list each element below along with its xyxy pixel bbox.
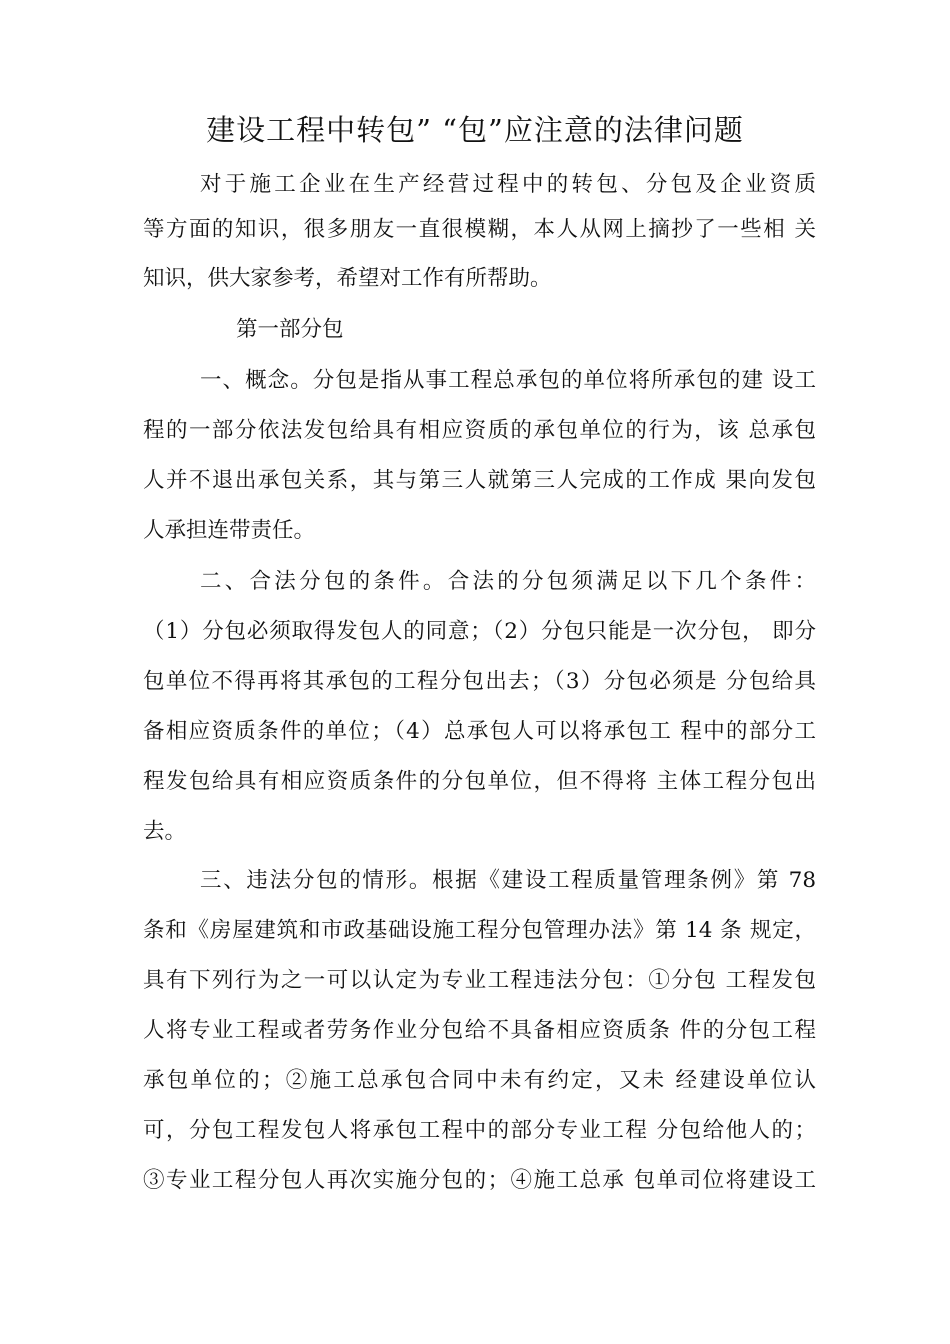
section-2-line-2: （1）分包必须取得发包人的同意；（2）分包只能是一次分包， 即分 [143, 619, 816, 644]
part-one-heading: 第一部分包 [236, 317, 344, 342]
section-3-line-7: ③专业工程分包人再次实施分包的；④施工总承 包单司位将建设工 [143, 1168, 816, 1193]
section-1-line-4: 人承担连带责任。 [143, 518, 316, 543]
intro-line-3: 知识，供大家参考，希望对工作有所帮助。 [143, 266, 552, 291]
section-2-line-1: 二、合法分包的条件。合法的分包须满足以下几个条件： [200, 569, 816, 594]
section-1-line-2: 程的一部分依法发包给具有相应资质的承包单位的行为，该 总承包 [143, 418, 816, 443]
section-3-line-3: 具有下列行为之一可以认定为专业工程违法分包：①分包 工程发包 [143, 968, 816, 993]
section-3-line-4: 人将专业工程或者劳务作业分包给不具备相应资质条 件的分包工程 [143, 1018, 816, 1043]
intro-line-2: 等方面的知识，很多朋友一直很模糊，本人从网上摘抄了一些相 关 [143, 217, 816, 242]
section-3-line-1: 三、违法分包的情形。根据《建设工程质量管理条例》第 78 [200, 868, 816, 893]
section-2-line-6: 去。 [143, 819, 187, 844]
intro-line-1: 对于施工企业在生产经营过程中的转包、分包及企业资质 [200, 172, 816, 197]
section-3-line-5: 承包单位的；②施工总承包合同中未有约定，又未 经建设单位认 [143, 1068, 816, 1093]
section-2-line-5: 程发包给具有相应资质条件的分包单位，但不得将 主体工程分包出 [143, 769, 816, 794]
section-2-line-4: 备相应资质条件的单位；（4）总承包人可以将承包工 程中的部分工 [143, 719, 816, 744]
section-3-line-2: 条和《房屋建筑和市政基础设施工程分包管理办法》第 14 条 规定， [143, 918, 816, 943]
section-1-line-3: 人并不退出承包关系，其与第三人就第三人完成的工作成 果向发包 [143, 468, 816, 493]
section-3-line-6: 可，分包工程发包人将承包工程中的部分专业工程 分包给他人的； [143, 1118, 816, 1143]
section-2-line-3: 包单位不得再将其承包的工程分包出去；（3）分包必须是 分包给具 [143, 669, 816, 694]
section-1-line-1: 一、概念。分包是指从事工程总承包的单位将所承包的建 设工 [200, 368, 816, 393]
document-title: 建设工程中转包” “包”应注意的法律问题 [206, 113, 744, 147]
